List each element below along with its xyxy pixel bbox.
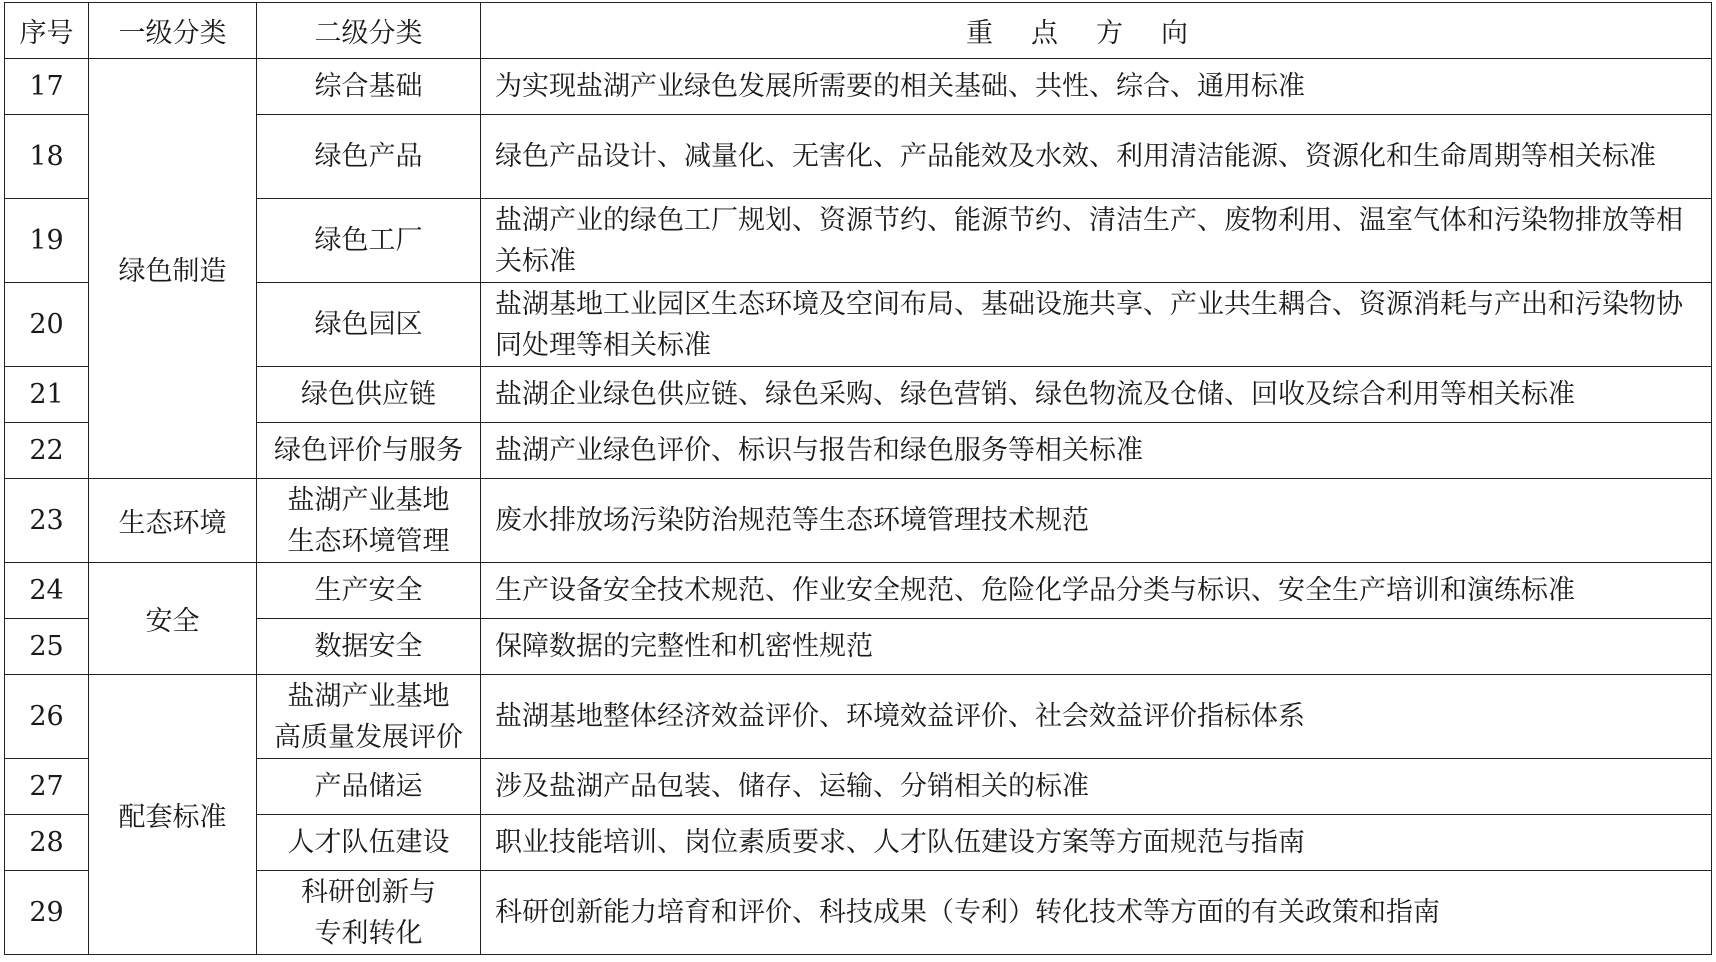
- category-level2: 综合基础: [257, 59, 481, 115]
- row-number: 18: [5, 115, 89, 199]
- focus-direction: 涉及盐湖产品包装、储存、运输、分销相关的标准: [481, 759, 1712, 815]
- focus-direction: 科研创新能力培育和评价、科技成果（专利）转化技术等方面的有关政策和指南: [481, 871, 1712, 955]
- category-level2-line: 专利转化: [314, 917, 423, 949]
- focus-direction: 生产设备安全技术规范、作业安全规范、危险化学品分类与标识、安全生产培训和演练标准: [481, 563, 1712, 619]
- category-level2: [257, 479, 481, 563]
- focus-direction: 盐湖企业绿色供应链、绿色采购、绿色营销、绿色物流及仓储、回收及综合利用等相关标准: [481, 367, 1712, 423]
- header-direction-text: 重点方向: [966, 18, 1226, 49]
- category-level2: [257, 675, 481, 759]
- category-level2: 绿色产品: [257, 115, 481, 199]
- row-number: 28: [5, 815, 89, 871]
- category-level2-line: 盐湖产业基地: [287, 680, 450, 712]
- header-row: [5, 3, 1712, 59]
- table-row: [5, 675, 1712, 759]
- category-level2-line: 高质量发展评价: [274, 721, 463, 753]
- row-number: 29: [5, 871, 89, 955]
- row-number: 21: [5, 367, 89, 423]
- focus-direction: 职业技能培训、岗位素质要求、人才队伍建设方案等方面规范与指南: [481, 815, 1712, 871]
- standards-table: [4, 2, 1712, 955]
- category-level2-line: 生态环境管理: [287, 525, 450, 557]
- category-level2: 绿色工厂: [257, 199, 481, 283]
- category-level2: [257, 871, 481, 955]
- table-row: [5, 759, 1712, 815]
- table-row: [5, 423, 1712, 479]
- header-direction: [481, 3, 1712, 59]
- table-row: [5, 479, 1712, 563]
- category-level2-line: 科研创新与: [301, 876, 436, 908]
- focus-direction: 盐湖基地整体经济效益评价、环境效益评价、社会效益评价指标体系: [481, 675, 1712, 759]
- row-number: 22: [5, 423, 89, 479]
- category-level1: 生态环境: [89, 479, 257, 563]
- table-row: [5, 619, 1712, 675]
- table-row: [5, 367, 1712, 423]
- focus-direction: 保障数据的完整性和机密性规范: [481, 619, 1712, 675]
- focus-direction: 盐湖产业绿色评价、标识与报告和绿色服务等相关标准: [481, 423, 1712, 479]
- category-level2: 绿色园区: [257, 283, 481, 367]
- table-row: [5, 871, 1712, 955]
- row-number: 19: [5, 199, 89, 283]
- table-row: [5, 59, 1712, 115]
- row-number: 24: [5, 563, 89, 619]
- focus-direction: 盐湖基地工业园区生态环境及空间布局、基础设施共享、产业共生耦合、资源消耗与产出和污染物协同处理等相关标准: [481, 283, 1712, 367]
- category-level2: 数据安全: [257, 619, 481, 675]
- table-row: [5, 563, 1712, 619]
- row-number: 25: [5, 619, 89, 675]
- row-number: 26: [5, 675, 89, 759]
- focus-direction: 盐湖产业的绿色工厂规划、资源节约、能源节约、清洁生产、废物利用、温室气体和污染物排放等相关标准: [481, 199, 1712, 283]
- table-row: [5, 199, 1712, 283]
- category-level1: 安全: [89, 563, 257, 675]
- row-number: 20: [5, 283, 89, 367]
- table-row: [5, 815, 1712, 871]
- focus-direction: 绿色产品设计、减量化、无害化、产品能效及水效、利用清洁能源、资源化和生命周期等相关标准: [481, 115, 1712, 199]
- focus-direction: 为实现盐湖产业绿色发展所需要的相关基础、共性、综合、通用标准: [481, 59, 1712, 115]
- table-row: [5, 115, 1712, 199]
- category-level2: 产品储运: [257, 759, 481, 815]
- category-level2: 绿色供应链: [257, 367, 481, 423]
- category-level1: 绿色制造: [89, 59, 257, 479]
- category-level2: 生产安全: [257, 563, 481, 619]
- row-number: 23: [5, 479, 89, 563]
- table-row: [5, 283, 1712, 367]
- header-level1: 一级分类: [89, 3, 257, 59]
- row-number: 27: [5, 759, 89, 815]
- category-level1: 配套标准: [89, 675, 257, 955]
- header-index: 序号: [5, 3, 89, 59]
- category-level2: 绿色评价与服务: [257, 423, 481, 479]
- row-number: 17: [5, 59, 89, 115]
- category-level2: 人才队伍建设: [257, 815, 481, 871]
- focus-direction: 废水排放场污染防治规范等生态环境管理技术规范: [481, 479, 1712, 563]
- category-level2-line: 盐湖产业基地: [287, 484, 450, 516]
- header-level2: 二级分类: [257, 3, 481, 59]
